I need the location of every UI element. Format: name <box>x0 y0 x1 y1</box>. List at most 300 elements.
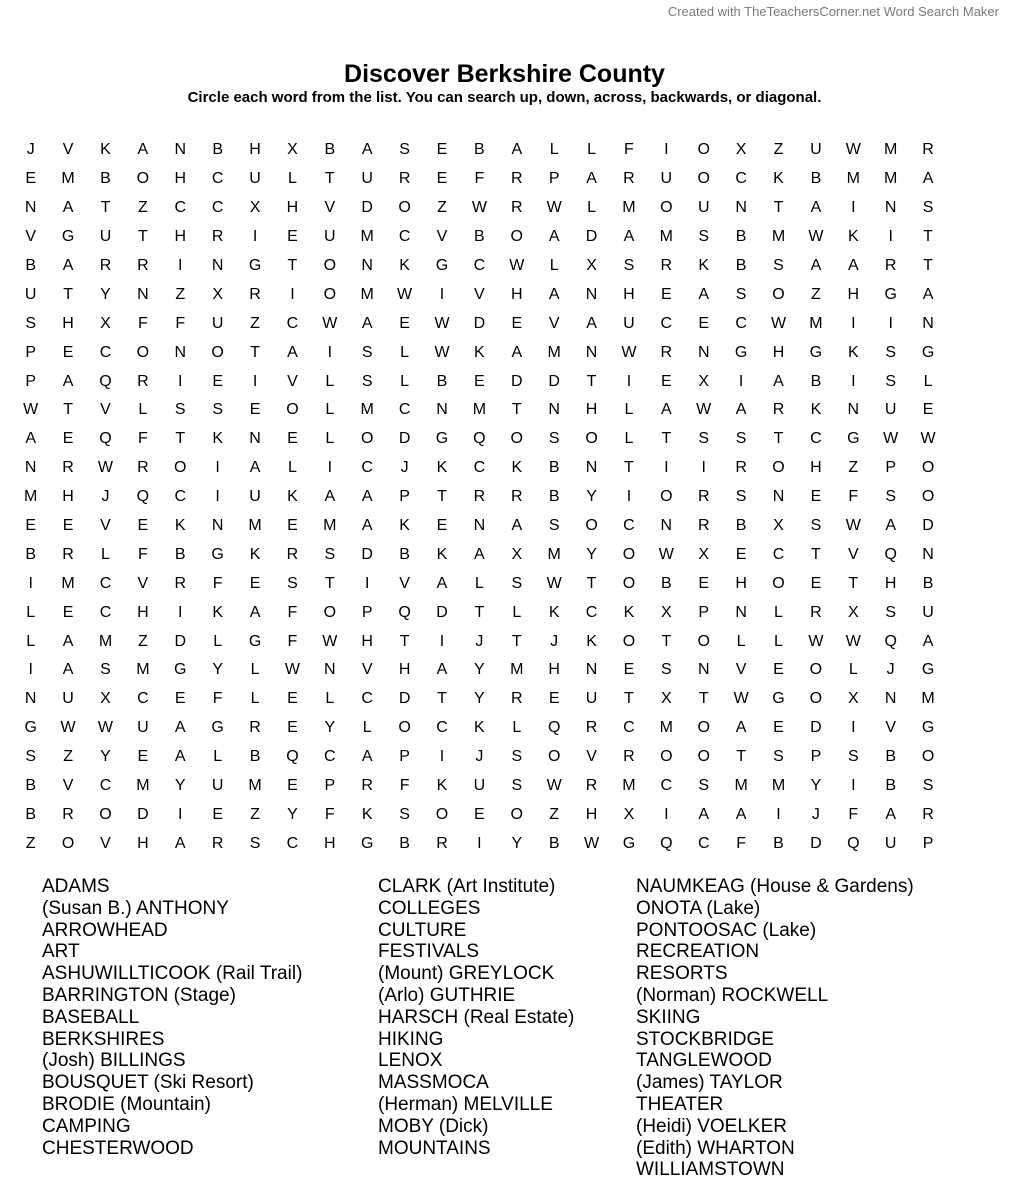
grid-letter: W <box>322 314 338 332</box>
grid-letter: A <box>735 805 747 823</box>
grid-letter: S <box>735 285 747 303</box>
word-list-item: ADAMS <box>42 876 110 897</box>
grid-letter: J <box>550 632 559 650</box>
word-list-item: BARRINGTON (Stage) <box>42 984 236 1006</box>
grid-letter: P <box>399 488 410 506</box>
grid-letter: A <box>922 285 934 303</box>
grid-letter: V <box>324 199 336 217</box>
grid-letter: K <box>474 719 485 737</box>
grid-letter: Q <box>398 603 411 621</box>
word-list-item: HARSCH (Real Estate) <box>378 1006 575 1028</box>
grid-letter: Z <box>811 285 821 303</box>
grid-letter: O <box>435 805 449 823</box>
grid-letter: N <box>847 401 860 419</box>
grid-letter: X <box>661 690 672 708</box>
grid-letter: E <box>137 517 149 535</box>
word-list-item: SKIING <box>636 1006 701 1028</box>
grid-letter: S <box>399 805 410 823</box>
grid-letter: H <box>623 285 635 303</box>
grid-letter: B <box>436 372 448 390</box>
grid-letter: G <box>809 343 823 361</box>
grid-letter: M <box>360 285 374 303</box>
grid-letter: N <box>735 199 747 217</box>
grid-letter: W <box>546 199 562 217</box>
grid-letter: R <box>585 719 598 737</box>
grid-letter: U <box>473 777 486 795</box>
grid-letter: T <box>661 632 672 650</box>
grid-letter: E <box>548 690 560 708</box>
grid-letter: F <box>736 834 746 852</box>
grid-letter: R <box>810 603 822 621</box>
grid-letter: U <box>137 719 149 737</box>
grid-letter: L <box>587 141 596 159</box>
grid-letter: M <box>659 719 673 737</box>
grid-letter: E <box>62 430 74 448</box>
grid-letter: O <box>921 459 935 477</box>
grid-letter: A <box>661 401 672 419</box>
grid-letter: A <box>174 719 186 737</box>
grid-letter: T <box>175 430 186 448</box>
grid-letter: X <box>698 372 710 390</box>
grid-letter: T <box>437 488 447 506</box>
grid-letter: A <box>586 314 597 332</box>
grid-letter: T <box>399 632 410 650</box>
grid-letter: B <box>548 834 560 852</box>
grid-letter: S <box>885 372 897 390</box>
grid-letter: M <box>846 170 860 188</box>
grid-letter: S <box>773 257 784 274</box>
grid-letter: A <box>885 517 897 535</box>
grid-letter: Z <box>250 805 260 823</box>
grid-letter: L <box>362 719 372 737</box>
grid-letter: T <box>923 228 933 246</box>
grid-letter: O <box>697 748 710 766</box>
grid-letter: A <box>735 401 747 419</box>
grid-letter: R <box>510 199 523 217</box>
grid-letter: K <box>847 343 859 361</box>
grid-letter: V <box>287 372 298 390</box>
grid-letter: X <box>661 603 672 621</box>
grid-letter: I <box>626 488 632 506</box>
grid-letter: K <box>174 517 186 535</box>
grid-letter: Y <box>474 661 485 679</box>
grid-letter: T <box>511 632 522 650</box>
grid-letter: F <box>287 632 298 650</box>
grid-letter: R <box>249 285 261 303</box>
grid-letter: R <box>137 372 149 390</box>
grid-letter: G <box>435 430 449 448</box>
grid-letter: B <box>885 777 897 795</box>
grid-letter: G <box>734 343 748 361</box>
grid-letter: V <box>548 314 560 332</box>
grid-letter: Q <box>99 430 112 448</box>
grid-letter: F <box>848 488 859 506</box>
grid-letter: R <box>697 517 710 535</box>
grid-letter: G <box>248 257 262 274</box>
grid-letter: K <box>249 545 261 563</box>
grid-letter: L <box>26 603 36 621</box>
grid-letter: S <box>399 141 410 159</box>
grid-letter: L <box>549 141 559 159</box>
grid-letter: R <box>249 719 261 737</box>
grid-letter: U <box>585 690 598 708</box>
grid-letter: O <box>622 574 636 592</box>
grid-letter: A <box>586 170 597 188</box>
grid-letter: U <box>922 603 934 621</box>
grid-letter: F <box>137 545 148 563</box>
grid-letter: K <box>474 343 485 361</box>
grid-letter: M <box>771 777 786 795</box>
word-list-column-3 <box>636 876 914 1181</box>
grid-letter: A <box>249 459 261 477</box>
grid-letter: Z <box>137 199 148 217</box>
grid-letter: D <box>137 805 149 823</box>
grid-letter: T <box>773 430 784 448</box>
grid-letter: R <box>772 401 785 419</box>
grid-letter: B <box>661 574 672 592</box>
grid-letter: V <box>25 228 37 246</box>
grid-letter: S <box>847 748 859 766</box>
grid-letter: E <box>810 574 822 592</box>
grid-letter: W <box>509 257 525 274</box>
grid-letter: S <box>885 488 897 506</box>
grid-letter: H <box>62 314 74 332</box>
word-list-item: STOCKBRIDGE <box>636 1028 774 1050</box>
grid-letter: B <box>810 170 822 188</box>
grid-letter: S <box>922 199 934 217</box>
grid-letter: L <box>325 372 335 390</box>
grid-letter: S <box>735 488 747 506</box>
grid-letter: E <box>436 170 448 188</box>
grid-letter: D <box>810 834 822 852</box>
grid-letter: P <box>548 170 560 188</box>
grid-letter: M <box>136 661 150 679</box>
grid-letter: N <box>137 285 149 303</box>
grid-letter: F <box>624 141 634 159</box>
grid-letter: C <box>623 719 635 737</box>
grid-letter: H <box>398 661 411 679</box>
grid-letter: T <box>624 459 634 477</box>
grid-letter: H <box>324 834 336 852</box>
grid-letter: A <box>62 257 74 274</box>
word-list-item: ASHUWILLTICOOK (Rail Trail) <box>42 963 303 985</box>
grid-letter: V <box>586 748 597 766</box>
grid-letter: L <box>250 690 260 708</box>
grid-letter: S <box>623 257 635 274</box>
grid-letter: A <box>847 257 859 274</box>
grid-letter: N <box>585 661 598 679</box>
grid-letter: J <box>400 459 409 477</box>
grid-letter: T <box>324 574 335 592</box>
grid-letter: O <box>660 748 673 766</box>
grid-letter: V <box>100 401 111 419</box>
grid-letter: T <box>624 690 634 708</box>
grid-letter: E <box>661 372 672 390</box>
grid-letter: O <box>772 574 785 592</box>
grid-letter: M <box>659 228 673 246</box>
grid-letter: O <box>61 834 75 852</box>
grid-letter: N <box>697 343 710 361</box>
grid-letter: P <box>885 459 897 477</box>
grid-letter: A <box>548 285 560 303</box>
grid-letter: S <box>773 748 784 766</box>
grid-letter: M <box>61 574 75 592</box>
grid-letter: M <box>622 199 636 217</box>
grid-letter: N <box>249 430 261 448</box>
grid-letter: A <box>62 199 74 217</box>
grid-letter: E <box>212 372 223 390</box>
grid-letter: Q <box>884 545 897 563</box>
grid-letter: R <box>660 257 673 274</box>
grid-letter: W <box>845 632 861 650</box>
grid-letter: W <box>284 661 300 679</box>
grid-letter: M <box>547 343 561 361</box>
grid-letter: C <box>174 488 187 506</box>
grid-letter: Y <box>100 285 111 303</box>
grid-letter: V <box>62 777 74 795</box>
grid-letter: C <box>697 834 710 852</box>
grid-letter: L <box>474 574 484 592</box>
grid-letter: G <box>248 632 262 650</box>
grid-letter: C <box>436 719 448 737</box>
grid-letter: M <box>884 141 898 159</box>
grid-letter: N <box>548 401 560 419</box>
grid-letter: M <box>809 314 823 332</box>
grid-letter: R <box>99 257 112 274</box>
grid-letter: K <box>436 545 448 563</box>
grid-letter: M <box>771 228 786 246</box>
grid-letter: I <box>851 777 856 795</box>
grid-letter: N <box>174 141 187 159</box>
grid-letter: H <box>174 170 187 188</box>
grid-letter: A <box>174 748 186 766</box>
grid-letter: V <box>885 719 897 737</box>
grid-letter: N <box>735 603 747 621</box>
grid-letter: C <box>623 517 635 535</box>
grid-letter: C <box>99 777 112 795</box>
grid-letter: E <box>287 228 298 246</box>
grid-letter: K <box>361 805 373 823</box>
grid-letter: A <box>548 228 560 246</box>
grid-letter: J <box>101 488 110 506</box>
grid-letter: A <box>361 488 373 506</box>
grid-letter: L <box>400 343 410 361</box>
grid-letter: W <box>845 141 861 159</box>
grid-letter: C <box>211 199 224 217</box>
grid-letter: B <box>810 372 822 390</box>
grid-letter: O <box>323 603 337 621</box>
grid-letter: N <box>660 517 673 535</box>
grid-letter: B <box>885 748 897 766</box>
grid-letter: C <box>660 777 673 795</box>
grid-letter: O <box>921 488 935 506</box>
grid-letter: F <box>212 574 223 592</box>
grid-letter: E <box>698 574 710 592</box>
grid-letter: O <box>585 517 598 535</box>
grid-letter: K <box>399 517 410 535</box>
grid-letter: S <box>735 430 747 448</box>
grid-letter: R <box>62 459 74 477</box>
grid-letter: H <box>510 285 523 303</box>
grid-letter: A <box>511 141 523 159</box>
word-list-item: HIKING <box>378 1028 444 1050</box>
grid-letter: C <box>286 834 299 852</box>
grid-letter: M <box>248 517 262 535</box>
grid-letter: H <box>361 632 373 650</box>
grid-letter: N <box>697 661 710 679</box>
grid-letter: O <box>697 632 710 650</box>
grid-letter: S <box>511 574 523 592</box>
grid-letter: L <box>26 632 36 650</box>
grid-letter: L <box>287 459 297 477</box>
grid-letter: T <box>773 199 784 217</box>
word-list-item: CHESTERWOOD <box>42 1137 194 1159</box>
grid-letter: U <box>24 285 37 303</box>
grid-letter: H <box>585 401 598 419</box>
grid-letter: H <box>137 834 149 852</box>
puzzle-title: Discover Berkshire County <box>344 60 665 88</box>
grid-letter: N <box>211 517 224 535</box>
grid-letter: D <box>810 719 822 737</box>
grid-letter: Q <box>884 632 897 650</box>
grid-letter: I <box>664 459 669 477</box>
grid-letter: I <box>178 257 183 274</box>
grid-letter: R <box>361 777 373 795</box>
grid-letter: Q <box>99 372 112 390</box>
grid-letter: A <box>511 343 523 361</box>
grid-letter: A <box>361 141 373 159</box>
word-list-item: (James) TAYLOR <box>636 1072 783 1094</box>
grid-letter: X <box>287 141 298 159</box>
grid-letter: S <box>922 777 934 795</box>
word-list-column-2 <box>378 876 574 1159</box>
grid-letter: U <box>884 401 897 419</box>
grid-letter: O <box>360 430 374 448</box>
grid-letter: Y <box>810 777 822 795</box>
grid-letter: X <box>773 517 784 535</box>
grid-letter: I <box>664 141 669 159</box>
grid-letter: O <box>323 257 337 274</box>
grid-letter: V <box>361 661 373 679</box>
grid-letter: R <box>211 834 224 852</box>
grid-letter: Q <box>286 748 299 766</box>
grid-letter: M <box>884 170 898 188</box>
grid-letter: E <box>249 401 261 419</box>
grid-letter: Y <box>324 719 336 737</box>
grid-letter: E <box>287 517 298 535</box>
grid-letter: J <box>475 748 484 766</box>
grid-letter: A <box>810 199 822 217</box>
grid-letter: A <box>773 372 784 390</box>
grid-letter: H <box>847 285 860 303</box>
grid-letter: D <box>361 199 373 217</box>
grid-letter: N <box>24 690 37 708</box>
grid-letter: R <box>137 257 149 274</box>
grid-letter: V <box>100 517 111 535</box>
grid-letter: R <box>398 170 411 188</box>
grid-letter: Z <box>250 314 260 332</box>
grid-letter: P <box>361 603 373 621</box>
grid-letter: E <box>25 170 37 188</box>
grid-letter: O <box>809 661 823 679</box>
grid-letter: M <box>248 777 262 795</box>
grid-letter: E <box>287 777 298 795</box>
grid-letter: D <box>473 314 486 332</box>
grid-letter: S <box>511 777 523 795</box>
grid-letter: R <box>137 459 149 477</box>
grid-letter: D <box>398 430 411 448</box>
grid-letter: A <box>922 632 934 650</box>
grid-letter: X <box>100 314 111 332</box>
grid-letter: T <box>923 257 933 274</box>
grid-letter: K <box>212 603 223 621</box>
grid-letter: E <box>174 690 186 708</box>
grid-letter: E <box>212 805 223 823</box>
grid-letter: S <box>361 343 373 361</box>
grid-letter: A <box>511 517 523 535</box>
grid-letter: K <box>212 430 223 448</box>
grid-letter: B <box>174 545 186 563</box>
grid-letter: M <box>921 690 935 708</box>
grid-letter: G <box>772 690 785 708</box>
grid-letter: R <box>884 257 897 274</box>
grid-letter: R <box>660 343 673 361</box>
grid-letter: H <box>548 661 560 679</box>
grid-letter: I <box>851 199 856 217</box>
grid-letter: O <box>921 748 935 766</box>
grid-letter: G <box>921 343 935 361</box>
grid-letter: T <box>287 257 298 274</box>
grid-letter: H <box>137 603 149 621</box>
grid-letter: Q <box>660 834 673 852</box>
grid-letter: A <box>361 748 373 766</box>
grid-letter: M <box>622 777 636 795</box>
word-list-item: THEATER <box>636 1093 724 1115</box>
grid-letter: A <box>436 574 448 592</box>
grid-letter: R <box>735 459 747 477</box>
grid-letter: Q <box>136 488 150 506</box>
grid-letter: I <box>888 228 893 246</box>
grid-letter: K <box>548 603 560 621</box>
grid-letter: N <box>884 690 897 708</box>
word-list-item: TANGLEWOOD <box>636 1050 772 1072</box>
grid-letter: M <box>360 228 374 246</box>
grid-letter: A <box>922 170 934 188</box>
grid-letter: I <box>439 748 445 766</box>
grid-letter: C <box>735 170 747 188</box>
grid-letter: C <box>361 459 373 477</box>
grid-letter: U <box>361 170 373 188</box>
grid-letter: W <box>584 834 600 852</box>
grid-letter: E <box>735 545 747 563</box>
grid-letter: E <box>773 719 784 737</box>
grid-letter: C <box>99 603 112 621</box>
grid-letter: G <box>921 719 935 737</box>
grid-letter: S <box>548 430 560 448</box>
grid-letter: E <box>399 314 410 332</box>
word-list-item: (Norman) ROCKWELL <box>636 984 829 1006</box>
grid-letter: R <box>510 488 523 506</box>
grid-letter: J <box>26 141 35 159</box>
grid-letter: D <box>548 372 560 390</box>
word-list-item: (Edith) WHARTON <box>636 1137 795 1159</box>
grid-letter: G <box>174 661 187 679</box>
grid-letter: P <box>810 748 822 766</box>
grid-letter: O <box>622 632 636 650</box>
grid-letter: E <box>698 314 710 332</box>
grid-letter: V <box>62 141 74 159</box>
grid-letter: D <box>174 632 187 650</box>
